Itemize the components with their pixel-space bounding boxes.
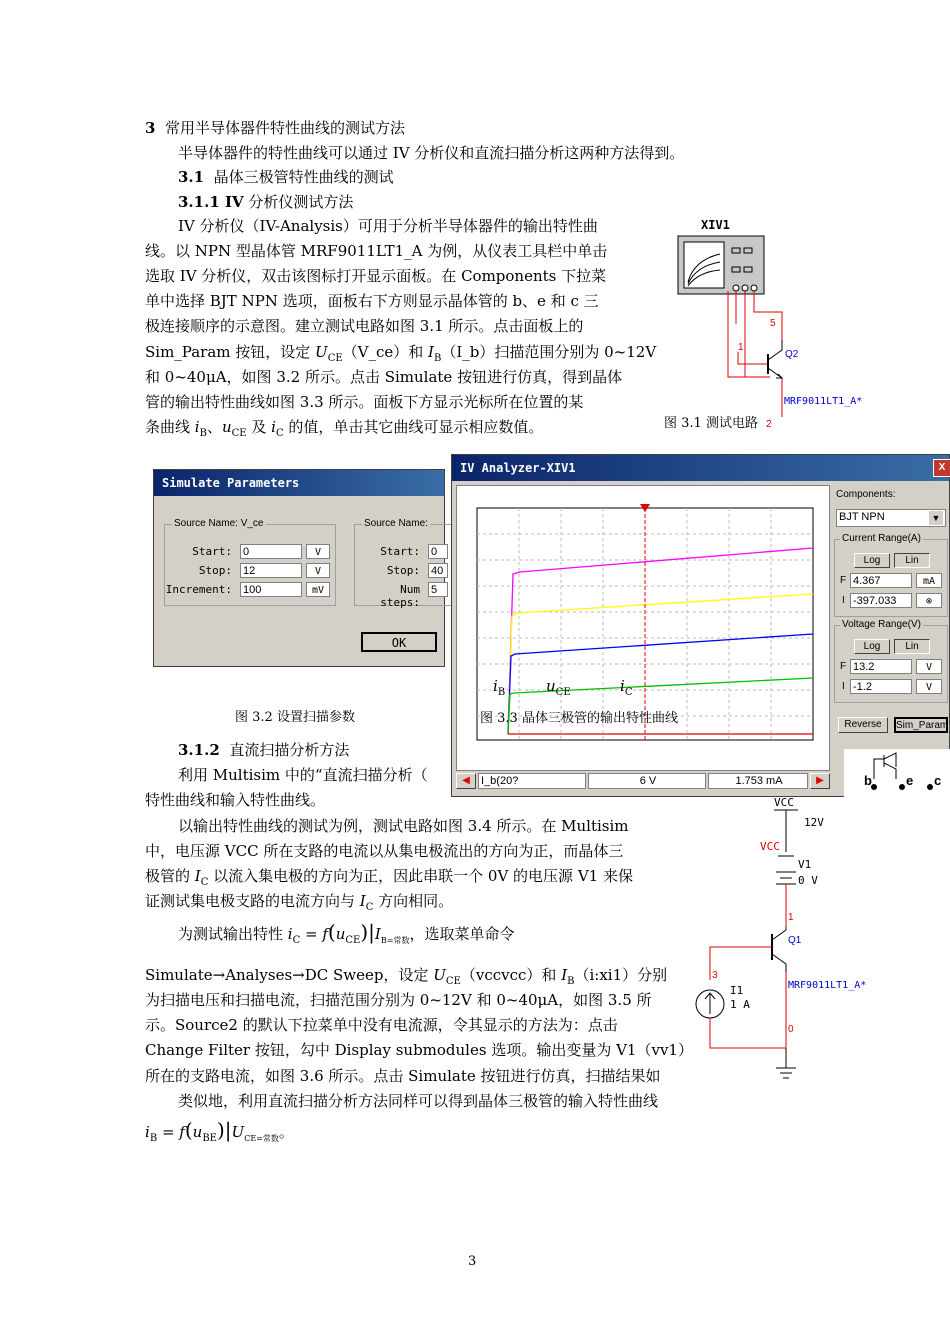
paragraph-line: 中，电压源 VCC 所在支路的电流以从集电极流出的方向为正，而晶体三 [145, 842, 624, 860]
voltage-i-label: I [842, 681, 845, 692]
components-label: Components: [836, 489, 896, 500]
window-title: IV Analyzer-XIV1 [452, 455, 949, 481]
text: u [221, 418, 232, 436]
section-number: 3 [145, 119, 156, 137]
start2-label: Start: [380, 545, 420, 558]
voltage-f-input[interactable]: 13.2 [850, 659, 912, 674]
text: 条曲线 [145, 418, 195, 436]
text: 证测试集电极支路的电流方向与 [145, 892, 360, 910]
paragraph-line: 线。以 NPN 型晶体管 MRF9011LT1_A 为例，从仪表工具栏中单击 [145, 242, 608, 260]
paragraph-line: Change Filter 按钮，勾中 Display submodules 选项。输出变量为 V1（vv1） [145, 1041, 693, 1059]
start-input[interactable]: 0 [240, 544, 302, 559]
math-op: = [300, 925, 323, 943]
ok-button[interactable]: OK [361, 632, 437, 652]
current-f-unit[interactable]: mA [916, 573, 942, 588]
voltage-f-label: F [840, 661, 847, 672]
subscript: B [567, 976, 575, 987]
numsteps-input[interactable]: 5 [428, 582, 448, 597]
text: =常数 [386, 936, 410, 945]
paren-open: ( [327, 920, 336, 944]
section-title: 分析仪测试方法 [248, 193, 354, 211]
ib-label [493, 677, 505, 698]
subscript: B [199, 428, 207, 439]
paren-open: ( [184, 1118, 193, 1142]
cursor-right-button[interactable] [810, 773, 830, 789]
math-var: U [231, 1123, 245, 1141]
current-range-title: Current Range(A) [842, 533, 921, 544]
subscript: C [275, 428, 284, 439]
text: 以流入集电极的方向为正，因此串联一个 0V 的电压源 V1 来保 [208, 867, 633, 885]
paragraph-line: 类似地，利用直流扫描分析方法同样可以得到晶体三极管的输入特性曲线 [178, 1092, 659, 1110]
paragraph-line: IV 分析仪（IV-Analysis）可用于分析半导体器件的输出特性曲 [178, 217, 598, 235]
text: 及 [246, 418, 272, 436]
text: （i:xi1）分别 [574, 966, 668, 984]
paragraph-line: 示。Source2 的默认下拉菜单中没有电流源，令其显示的方法为：点击 [145, 1016, 618, 1034]
simulate-parameters-dialog [153, 469, 445, 667]
subscript [381, 936, 410, 945]
text: 极管的 [145, 867, 195, 885]
subscript: C [365, 902, 374, 913]
text: u [546, 677, 556, 695]
text: Sim_Param 按钮，设定 [145, 343, 316, 361]
sim-param-button[interactable]: Sim_Param [894, 717, 948, 733]
voltage-lin-button[interactable]: Lin [894, 639, 930, 654]
status-ib: I_b(20? [478, 773, 586, 789]
voltage-log-button[interactable]: Log [854, 639, 890, 654]
subscript: C [200, 877, 209, 888]
section-number: 3.1.1 IV [178, 193, 244, 211]
text: I [561, 966, 568, 984]
subscript: CE [345, 935, 361, 946]
paragraph-line: 单中选择 BJT NPN 选项，面板右下方则显示晶体管的 b、e 和 c 三 [145, 292, 599, 310]
math-var: i [145, 1123, 150, 1141]
subscript: CE [327, 353, 343, 364]
text: 、 [206, 418, 222, 436]
text: I [428, 343, 434, 361]
formula-line-output [178, 920, 514, 953]
figure-3-4-circuit [690, 792, 910, 1092]
math-var: u [192, 1123, 203, 1141]
subscript: B [149, 1133, 158, 1144]
text: （vccvcc）和 [460, 966, 562, 984]
section-3-1-2-heading [178, 738, 349, 762]
text: 。 [278, 1123, 294, 1141]
formula-line-input [145, 1118, 294, 1151]
math-var: u [335, 925, 346, 943]
increment-input[interactable]: 100 [240, 582, 302, 597]
stop-label: Stop: [198, 564, 232, 577]
close-icon: X [938, 462, 946, 473]
text: U [315, 343, 328, 361]
section-3-intro: 半导体器件的特性曲线可以通过 IV 分析仪和直流扫描分析这两种方法得到。 [178, 144, 685, 162]
section-3-1-heading [178, 165, 394, 189]
node-0-label: 0 [788, 1024, 794, 1035]
text: 方向相同。 [373, 892, 454, 910]
section-number: 3.1.2 [178, 741, 220, 759]
page-number: 3 [468, 1254, 477, 1269]
text: I [359, 892, 366, 910]
q2-label: Q2 [785, 349, 799, 360]
math-var: I [374, 925, 381, 943]
current-i-label: I [842, 595, 845, 606]
stop-input[interactable]: 12 [240, 563, 302, 578]
paragraph-line: 所在的支路电流，如图 3.6 所示。点击 Simulate 按钮进行仿真，扫描结果如 [145, 1067, 661, 1085]
text: i [271, 418, 276, 436]
ic-label [620, 677, 632, 698]
current-log-button[interactable]: Log [854, 553, 890, 568]
text: DC Sweep，设定 [304, 966, 434, 984]
start2-input[interactable]: 0 [428, 544, 448, 559]
start-label: Start: [192, 545, 232, 558]
selected-value: BJT NPN [839, 511, 885, 523]
paragraph-line: 选取 IV 分析仪，双击该图标打开显示面板。在 Components 下拉菜 [145, 267, 607, 285]
dc-sweep-circuit-diagram [690, 792, 910, 1092]
dialog-title: Simulate Parameters [154, 470, 444, 496]
figure-3-2-caption: 图 3.2 设置扫描参数 [235, 710, 355, 725]
subscript: CE [445, 976, 461, 987]
pin-2-label: 2 [766, 419, 772, 430]
subscript: BE [202, 1133, 217, 1144]
q1-label: Q1 [788, 935, 802, 946]
chevron-down-icon[interactable]: ▼ [929, 511, 943, 525]
paren-close: ) [216, 1118, 225, 1142]
pin-e-label: e [906, 773, 914, 788]
current-f-input[interactable]: 4.367 [850, 573, 912, 588]
source1-group-title: Source Name: V_ce [174, 518, 264, 529]
current-lin-button[interactable]: Lin [894, 553, 930, 568]
text: （I_b）扫描范围分别为 0~12V [441, 343, 657, 361]
i1-label: I1 [730, 984, 744, 997]
v0-label: 0 V [798, 874, 818, 887]
arrow-right-icon: ▶ [816, 775, 824, 786]
section-title: 晶体三极管特性曲线的测试 [213, 168, 394, 186]
voltage-f-unit[interactable]: V [916, 659, 942, 674]
math-var: f [322, 925, 328, 943]
current-f-label: F [840, 575, 847, 586]
current-i-input[interactable]: -397.033 [850, 593, 912, 608]
increment-label: Increment: [165, 583, 232, 596]
figure-3-1 [660, 212, 920, 437]
instrument-label: XIV1 [701, 218, 730, 232]
start-unit[interactable]: V [306, 544, 330, 559]
text: Analyses [225, 966, 293, 984]
section-3-1-1-heading [178, 190, 353, 214]
section-title: 常用半导体器件特性曲线的测试方法 [164, 119, 405, 137]
text: i [493, 677, 498, 695]
reverse-button[interactable]: Reverse [838, 717, 888, 733]
v1-label: V1 [798, 858, 812, 871]
paragraph-line: 极连接顺序的示意图。建立测试电路如图 3.1 所示。点击面板上的 [145, 317, 584, 335]
bar: | [368, 920, 375, 944]
numsteps-label: Num steps: [380, 583, 420, 609]
paragraph-line: 利用 Multisim 中的“直流扫描分析（ [178, 766, 428, 784]
plot-panel [456, 485, 830, 771]
paragraph-line: 以输出特性曲线的测试为例，测试电路如图 3.4 所示。在 Multisim [178, 817, 629, 835]
subscript: B [497, 687, 506, 698]
text: i [620, 677, 625, 695]
subscript: C [292, 935, 301, 946]
stop2-label: Stop: [386, 564, 420, 577]
uce-label [546, 677, 571, 698]
text: 的值，单击其它曲线可显示相应数值。 [283, 418, 544, 436]
pin-5-label: 5 [770, 318, 776, 329]
paragraph-line: 为扫描电压和扫描电流，扫描范围分别为 0~12V 和 0~40μA，如图 3.5 所 [145, 991, 652, 1009]
vcc-top-label: VCC [774, 796, 794, 809]
paragraph-line: 和 0~40μA，如图 3.2 所示。点击 Simulate 按钮进行仿真，得到晶体 [145, 368, 623, 386]
stop-unit[interactable]: V [306, 563, 330, 578]
12v-label: 12V [804, 816, 824, 829]
pin-c-label: c [934, 773, 942, 788]
model-label: MRF9011LT1_A* [784, 396, 863, 407]
math-op: = [157, 1123, 180, 1141]
section-number: 3.1 [178, 168, 205, 186]
arrow-right-icon: → [212, 966, 226, 984]
figure-caption: 图 3.1 测试电路 [664, 416, 758, 431]
text: =常数 [256, 1134, 279, 1143]
current-i-unit[interactable]: ⊗ [916, 593, 942, 608]
iv-analyzer-window [451, 454, 950, 797]
math-var: f [179, 1123, 185, 1141]
section-title: 直流扫描分析方法 [229, 741, 350, 759]
pin-order-diagram [844, 749, 950, 797]
subscript: CE [555, 687, 571, 698]
text: U [433, 966, 446, 984]
paragraph-line: 管的输出特性曲线如图 3.3 所示。面板下方显示光标所在位置的某 [145, 393, 584, 411]
paragraph-line: 特性曲线和输入特性曲线。 [145, 791, 326, 809]
figure-3-3-caption: 图 3.3 晶体三极管的输出特性曲线 [480, 711, 678, 726]
subscript: CE [231, 428, 247, 439]
bar: | [224, 1118, 232, 1142]
arrow-right-icon: → [292, 966, 305, 984]
node-3-label: 3 [712, 970, 718, 981]
increment-unit[interactable]: mV [306, 582, 330, 597]
voltage-i-input[interactable]: -1.2 [850, 679, 912, 694]
text: （V_ce）和 [342, 343, 429, 361]
source2-group-title: Source Name: [364, 518, 428, 529]
test-circuit-diagram [660, 212, 920, 437]
text: I [194, 867, 201, 885]
i1-value-label: 1 A [730, 998, 750, 1011]
section-3-heading [145, 116, 405, 140]
pin-b-label: b [864, 773, 872, 788]
text: 为测试输出特性 [178, 925, 288, 943]
math-var: i [287, 925, 293, 943]
node-1-label: 1 [788, 912, 794, 923]
text: Simulate [145, 966, 213, 984]
paragraph-line [145, 889, 453, 920]
text: ，选取菜单命令 [409, 925, 515, 943]
voltage-i-unit[interactable]: V [916, 679, 942, 694]
subscript: C [624, 687, 633, 698]
model-label: MRF9011LT1_A* [788, 980, 867, 991]
paragraph-line [145, 415, 543, 446]
close-button[interactable] [933, 459, 950, 477]
subscript [244, 1134, 279, 1143]
text: CE [244, 1134, 257, 1143]
text: i [194, 418, 200, 436]
subscript: B [433, 353, 442, 364]
voltage-range-title: Voltage Range(V) [842, 619, 921, 630]
output-characteristic-chart[interactable] [457, 486, 829, 770]
pin-1-label: 1 [738, 342, 744, 353]
arrow-left-icon: ◀ [462, 775, 470, 786]
components-select[interactable] [836, 509, 946, 527]
paren-close: ) [360, 920, 369, 944]
stop2-input[interactable]: 40 [428, 563, 448, 578]
vcc-net-label: VCC [760, 840, 780, 853]
status-voltage: 6 V [588, 773, 706, 789]
status-current: 1.753 mA [708, 773, 808, 789]
cursor-left-button[interactable] [456, 773, 476, 789]
text: B [380, 936, 387, 945]
